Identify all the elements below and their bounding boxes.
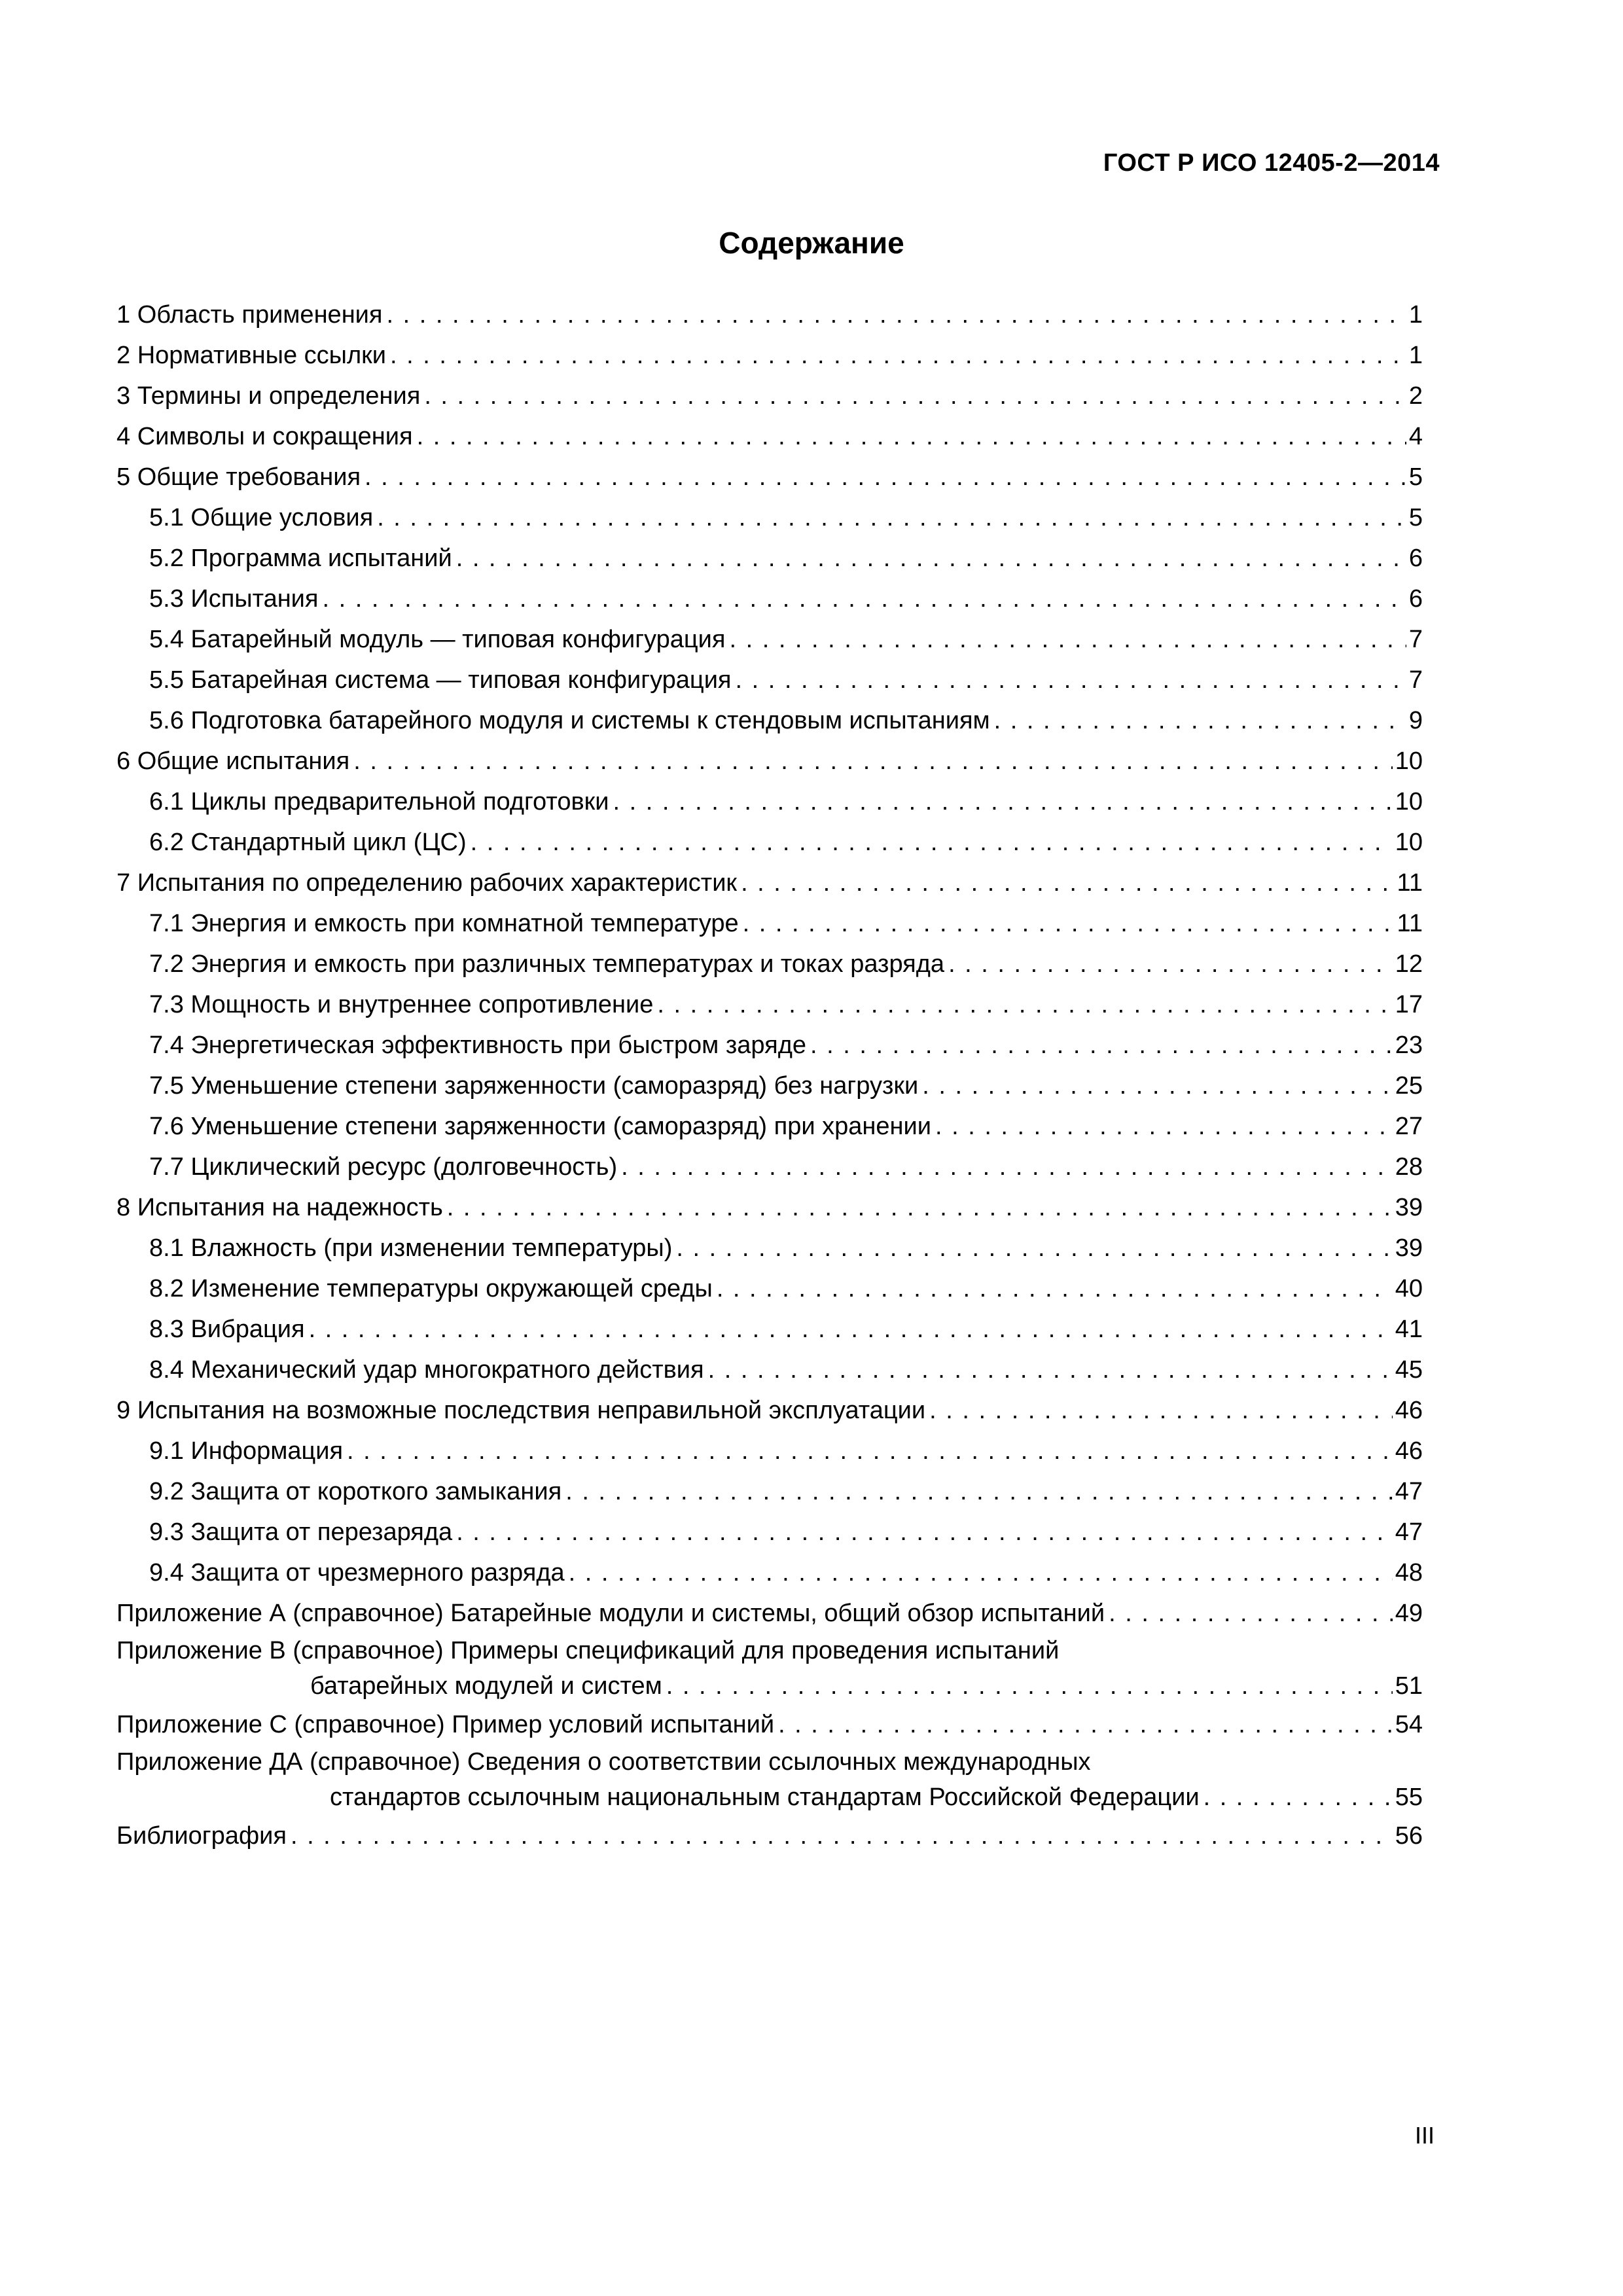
dot-leader <box>708 1350 1393 1390</box>
dot-leader <box>291 1816 1393 1856</box>
dot-leader <box>922 1066 1393 1106</box>
toc-entry-page: 1 <box>1408 342 1423 369</box>
dot-leader <box>390 335 1406 376</box>
toc-entry-4[interactable] <box>116 416 1423 457</box>
toc-entry-8-1[interactable] <box>116 1228 1423 1268</box>
standard-designation: ГОСТ Р ИСО 12405-2—2014 <box>1103 149 1440 177</box>
toc-entry-7-5[interactable] <box>116 1066 1423 1106</box>
toc-entry-page: 5 <box>1408 504 1423 531</box>
toc-entry-page: 4 <box>1408 423 1423 450</box>
toc-entry-title: 5.2 Программа испытаний <box>149 545 452 572</box>
toc-entry-title-line2: стандартов ссылочным национальным стандартам Российской Федерации <box>330 1784 1200 1811</box>
toc-entry-title: 5.5 Батарейная система — типовая конфигурация <box>149 666 732 694</box>
toc-entry-page: 10 <box>1395 788 1423 816</box>
toc-entry-page: 6 <box>1408 545 1423 572</box>
toc-entry-page: 23 <box>1395 1031 1423 1059</box>
toc-entry-page: 46 <box>1395 1397 1423 1424</box>
toc-entry-9-4[interactable] <box>116 1552 1423 1593</box>
dot-leader <box>417 416 1406 457</box>
dot-leader <box>447 1187 1393 1228</box>
toc-entry-title: Приложение А (справочное) Батарейные модули и системы, общий обзор испытаний <box>116 1600 1105 1627</box>
toc-entry-continuation <box>116 1779 1423 1816</box>
toc-entry-page: 49 <box>1395 1600 1423 1627</box>
toc-entry-page: 10 <box>1395 829 1423 856</box>
toc-entry-page: 27 <box>1395 1113 1423 1140</box>
toc-entry-7-4[interactable] <box>116 1025 1423 1066</box>
toc-entry-title: 7 Испытания по определению рабочих характеристик <box>116 869 738 897</box>
toc-entry-title: 5.6 Подготовка батарейного модуля и системы к стендовым испытаниям <box>149 707 990 734</box>
toc-entry-8[interactable] <box>116 1187 1423 1228</box>
toc-entry-page: 46 <box>1395 1437 1423 1465</box>
toc-entry-6-2[interactable] <box>116 822 1423 863</box>
toc-entry-2[interactable] <box>116 335 1423 376</box>
dot-leader <box>386 295 1406 335</box>
dot-leader <box>676 1228 1392 1268</box>
dot-leader <box>377 497 1406 538</box>
toc-entry-9[interactable] <box>116 1390 1423 1431</box>
toc-entry-page: 6 <box>1408 585 1423 613</box>
toc-entry-title: 7.2 Энергия и емкость при различных температурах и токах разряда <box>149 950 945 978</box>
dot-leader <box>741 863 1394 903</box>
toc-entry-5-6[interactable] <box>116 700 1423 741</box>
dot-leader <box>929 1390 1393 1431</box>
toc-entry-title: 7.4 Энергетическая эффективность при быстром заряде <box>149 1031 807 1059</box>
dot-leader <box>353 741 1393 781</box>
dot-leader <box>666 1668 1393 1704</box>
toc-entry-7-6[interactable] <box>116 1106 1423 1147</box>
dot-leader <box>565 1471 1393 1512</box>
toc-entry-annex-b[interactable] <box>116 1634 1423 1704</box>
dot-leader <box>456 1512 1393 1552</box>
toc-entry-page: 47 <box>1395 1518 1423 1546</box>
toc-entry-page: 28 <box>1395 1153 1423 1181</box>
dot-leader <box>736 660 1406 700</box>
toc-entry-title: 5.3 Испытания <box>149 585 319 613</box>
toc-entry-page: 7 <box>1408 666 1423 694</box>
toc-entry-page: 11 <box>1397 910 1423 937</box>
toc-entry-title: 7.6 Уменьшение степени заряженности (саморазряд) при хранении <box>149 1113 931 1140</box>
dot-leader <box>743 903 1395 944</box>
toc-entry-page: 51 <box>1395 1672 1423 1700</box>
toc-entry-title: 8.4 Механический удар многократного действия <box>149 1356 704 1384</box>
toc-entry-page: 56 <box>1395 1822 1423 1850</box>
toc-entry-page: 11 <box>1397 869 1423 897</box>
toc-entry-page: 2 <box>1408 382 1423 410</box>
toc-entry-page: 1 <box>1408 301 1423 329</box>
toc-entry-8-2[interactable] <box>116 1268 1423 1309</box>
toc-entry-page: 17 <box>1395 991 1423 1018</box>
toc-entry-title: 7.5 Уменьшение степени заряженности (саморазряд) без нагрузки <box>149 1072 919 1100</box>
toc-entry-title: 2 Нормативные ссылки <box>116 342 386 369</box>
dot-leader <box>1109 1593 1393 1634</box>
toc-entry-5-2[interactable] <box>116 538 1423 579</box>
toc-entry-page: 48 <box>1395 1559 1423 1587</box>
toc-entry-6[interactable] <box>116 741 1423 781</box>
toc-entry-title: 1 Область применения <box>116 301 383 329</box>
toc-entry-title: 8.2 Изменение температуры окружающей среды <box>149 1275 713 1302</box>
dot-leader <box>778 1704 1393 1745</box>
toc-entry-title: 7.7 Циклический ресурс (долговечность) <box>149 1153 618 1181</box>
dot-leader <box>657 984 1392 1025</box>
toc-entry-title: 8.1 Влажность (при изменении температуры) <box>149 1234 673 1262</box>
page-number: III <box>1414 2122 1435 2149</box>
toc-entry-page: 5 <box>1408 463 1423 491</box>
toc-entry-page: 41 <box>1395 1316 1423 1343</box>
toc-entry-title: 9.1 Информация <box>149 1437 344 1465</box>
toc-entry-9-2[interactable] <box>116 1471 1423 1512</box>
toc-entry-title: 9.2 Защита от короткого замыкания <box>149 1478 562 1505</box>
toc-entry-1[interactable] <box>116 295 1423 335</box>
dot-leader <box>994 700 1406 741</box>
toc-entry-title: 6 Общие испытания <box>116 747 350 775</box>
toc-entry-title: 9 Испытания на возможные последствия неправильной эксплуатации <box>116 1397 926 1424</box>
dot-leader <box>717 1268 1393 1309</box>
toc-entry-bibliography[interactable] <box>116 1816 1423 1856</box>
toc-entry-page: 47 <box>1395 1478 1423 1505</box>
toc-entry-title-line1: Приложение В (справочное) Примеры спецификаций для проведения испытаний <box>116 1637 1060 1664</box>
toc-entry-page: 9 <box>1408 707 1423 734</box>
toc-entry-annex-c[interactable] <box>116 1704 1423 1745</box>
toc-entry-title-line1: Приложение ДА (справочное) Сведения о соответствии ссылочных международных <box>116 1748 1091 1776</box>
toc-entry-5-1[interactable] <box>116 497 1423 538</box>
toc-entry-7-3[interactable] <box>116 984 1423 1025</box>
dot-leader <box>347 1431 1393 1471</box>
dot-leader <box>323 579 1406 619</box>
toc-entry-page: 45 <box>1395 1356 1423 1384</box>
dot-leader <box>471 822 1393 863</box>
toc-entry-9-3[interactable] <box>116 1512 1423 1552</box>
dot-leader <box>365 457 1406 497</box>
toc-entry-page: 10 <box>1395 747 1423 775</box>
toc-entry-page: 39 <box>1395 1234 1423 1262</box>
toc-entry-5-5[interactable] <box>116 660 1423 700</box>
toc-entry-page: 39 <box>1395 1194 1423 1221</box>
toc-entry-annex-a[interactable] <box>116 1593 1423 1634</box>
dot-leader <box>424 376 1406 416</box>
toc-entry-3[interactable] <box>116 376 1423 416</box>
toc-entry-title: 4 Символы и сокращения <box>116 423 413 450</box>
toc-entry-5-3[interactable] <box>116 579 1423 619</box>
toc-entry-8-4[interactable] <box>116 1350 1423 1390</box>
dot-leader <box>1204 1779 1393 1816</box>
toc-entry-page: 7 <box>1408 626 1423 653</box>
page-title: Содержание <box>719 226 904 260</box>
toc-entry-continuation <box>116 1668 1423 1704</box>
toc-entry-title: Приложение С (справочное) Пример условий испытаний <box>116 1711 775 1738</box>
toc-entry-9-1[interactable] <box>116 1431 1423 1471</box>
dot-leader <box>729 619 1406 660</box>
dot-leader <box>935 1106 1393 1147</box>
toc-entry-title: 5.4 Батарейный модуль — типовая конфигурация <box>149 626 726 653</box>
toc-entry-title: 8 Испытания на надежность <box>116 1194 443 1221</box>
toc-entry-annex-da[interactable] <box>116 1745 1423 1816</box>
toc-entry-8-3[interactable] <box>116 1309 1423 1350</box>
toc-entry-title: 9.4 Защита от чрезмерного разряда <box>149 1559 565 1587</box>
toc-entry-page: 40 <box>1395 1275 1423 1302</box>
dot-leader <box>810 1025 1393 1066</box>
toc-entry-title: 8.3 Вибрация <box>149 1316 305 1343</box>
dot-leader <box>569 1552 1393 1593</box>
toc-entry-title: 6.2 Стандартный цикл (ЦС) <box>149 829 467 856</box>
toc-entry-page: 55 <box>1395 1784 1423 1811</box>
dot-leader <box>613 781 1393 822</box>
dot-leader <box>948 944 1393 984</box>
toc-entry-title: 9.3 Защита от перезаряда <box>149 1518 453 1546</box>
toc-entry-title: 5 Общие требования <box>116 463 361 491</box>
dot-leader <box>309 1309 1393 1350</box>
toc-entry-6-1[interactable] <box>116 781 1423 822</box>
toc-entry-page: 54 <box>1395 1711 1423 1738</box>
toc-entry-page: 25 <box>1395 1072 1423 1100</box>
toc-entry-7-2[interactable] <box>116 944 1423 984</box>
dot-leader <box>456 538 1406 579</box>
toc-entry-title: 5.1 Общие условия <box>149 504 374 531</box>
toc-entry-title: Библиография <box>116 1822 287 1850</box>
toc-entry-5[interactable] <box>116 457 1423 497</box>
toc-entry-title: 7.3 Мощность и внутреннее сопротивление <box>149 991 654 1018</box>
toc-entry-title: 7.1 Энергия и емкость при комнатной температуре <box>149 910 739 937</box>
toc-entry-7-1[interactable] <box>116 903 1423 944</box>
toc-entry-5-4[interactable] <box>116 619 1423 660</box>
toc-entry-title-line2: батарейных модулей и систем <box>310 1672 662 1700</box>
toc-entry-title: 3 Термины и определения <box>116 382 421 410</box>
table-of-contents <box>116 295 1423 1856</box>
dot-leader <box>621 1147 1393 1187</box>
toc-entry-7[interactable] <box>116 863 1423 903</box>
toc-entry-page: 12 <box>1395 950 1423 978</box>
toc-entry-7-7[interactable] <box>116 1147 1423 1187</box>
toc-entry-title: 6.1 Циклы предварительной подготовки <box>149 788 609 816</box>
